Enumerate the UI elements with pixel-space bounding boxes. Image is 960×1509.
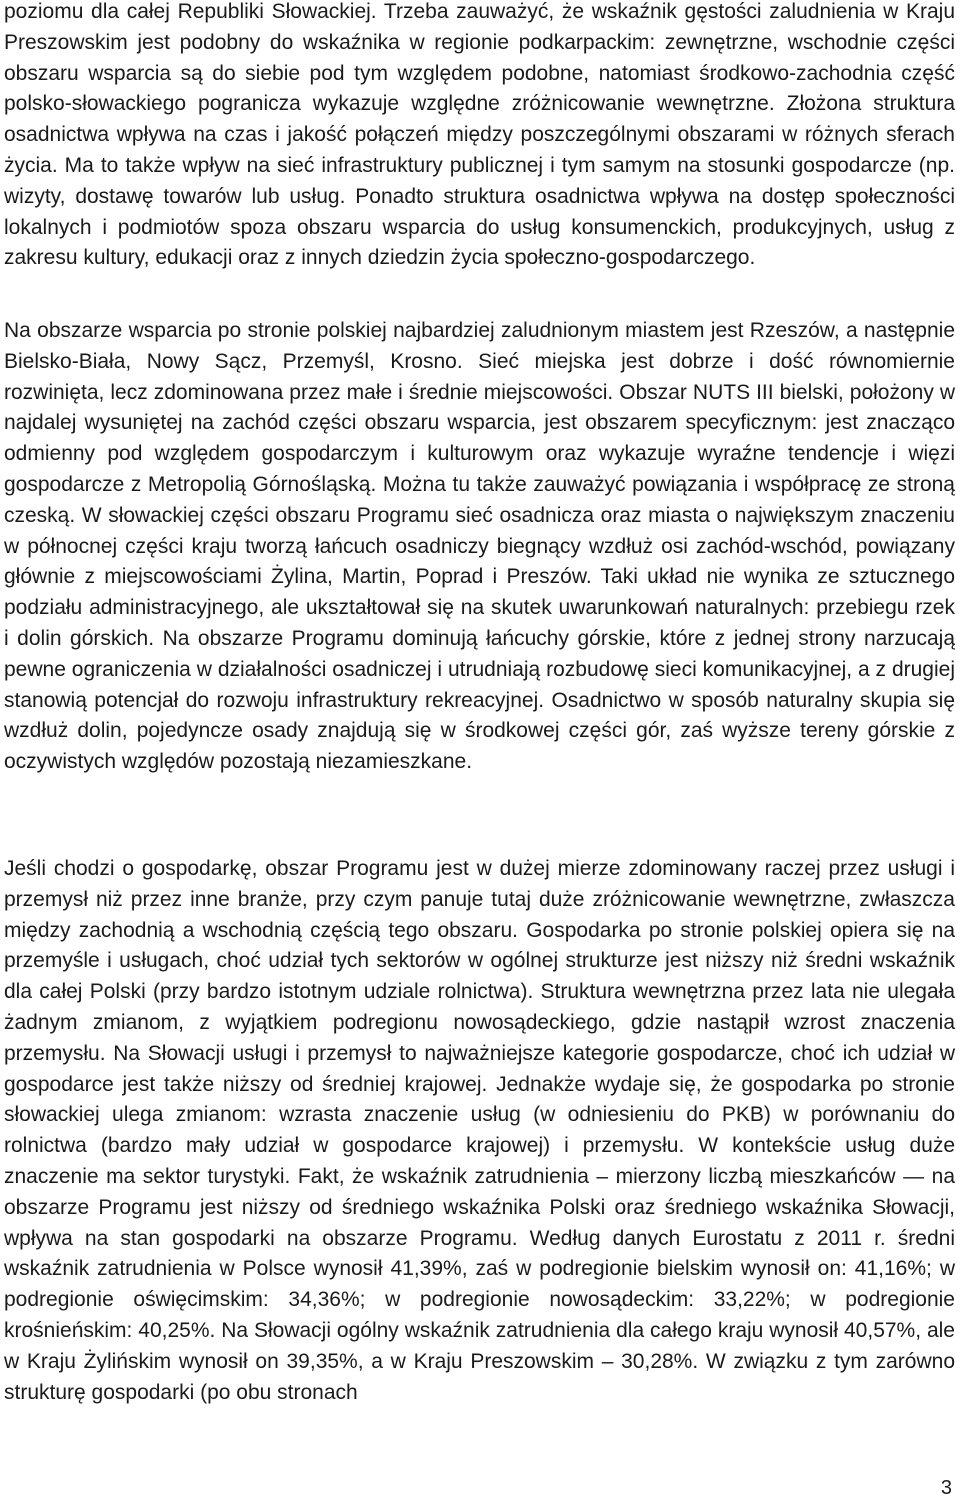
paragraph-urban-network: Na obszarze wsparcia po stronie polskiej najbardziej zaludnionym miastem jest Rzeszów, a następnie Bielsko-Biała, Nowy Sącz, Przemyśl, Krosno. Sieć miejska jest dobrze i dość równomiernie rozwinięta, lecz zdominowana przez małe i średnie miejscowości. Obszar NUTS III bielski, położony w najdalej wysuniętej na zachód części obszaru wsparcia, jest obszarem specyficznym: jest znacząco odmienny pod względem gospodarczym i kulturowym oraz wykazuje wyraźne tendencje i więzi gospodarcze z Metropolią Górnośląską. Można tu także zauważyć powiązania i współpracę ze stroną czeską. W słowackiej części obszaru Programu sieć osadnicza oraz miasta o największym znaczeniu w północnej części kraju tworzą łańcuch osadniczy biegnący wzdłuż osi zachód-wschód, powiązany głównie z miejscowościami Żylina, Martin, Poprad i Preszów. Taki układ nie wynika ze sztucznego podziału administracyjnego, ale ukształtował się na skutek uwarunkowań naturalnych: przebiegu rzek i dolin górskich. Na obszarze Programu dominują łańcuchy górskie, które z jednej strony narzucają pewne ograniczenia w działalności osadniczej i utrudniają rozbudowę sieci komunikacyjnej, a z drugiej stanowią potencjał do rozwoju infrastruktury rekreacyjnej. Osadnictwo w sposób naturalny skupia się wzdłuż dolin, pojedyncze osady znajdują się w środkowej części gór, zaś wyższe tereny górskie z oczywistych względów pozostają niezamieszkane. (4, 319, 955, 774)
paragraph-settlement-structure: poziomu dla całej Republiki Słowackiej. Trzeba zauważyć, że wskaźnik gęstości zaludnienia w Kraju Preszowskim jest podobny do wskaźnika w regionie podkarpackim: zewnętrzne, wschodnie części obszaru wsparcia są do siebie pod tym względem podobne, natomiast środkowo-zachodnia część polsko-słowackiego pogranicza wykazuje względne zróżnicowanie wewnętrzne. Złożona struktura osadnictwa wpływa na czas i jakość połączeń między poszczególnymi obszarami w różnych sferach życia. Ma to także wpływ na sieć infrastruktury publicznej i tym samym na stosunki gospodarcze (np. wizyty, dostawę towarów lub usług. Ponadto struktura osadnictwa wpływa na dostęp społeczności lokalnych i podmiotów spoza obszaru wsparcia do usług konsumenckich, produkcyjnych, usług z zakresu kultury, edukacji oraz z innych dziedzin życia społeczno-gospodarczego. (4, 0, 955, 270)
page-number: 3 (940, 1477, 952, 1499)
document-page (4, 0, 955, 1509)
paragraph-economy: Jeśli chodzi o gospodarkę, obszar Programu jest w dużej mierze zdominowany raczej przez usługi i przemysł niż przez inne branże, przy czym panuje tutaj duże zróżnicowanie wewnętrzne, zwłaszcza między zachodnią a wschodnią częścią tego obszaru. Gospodarka po stronie polskiej opiera się na przemyśle i usługach, choć udział tych sektorów w ogólnej strukturze jest niższy niż średni wskaźnik dla całej Polski (przy bardzo istotnym udziale rolnictwa). Struktura wewnętrzna przez lata nie ulegała żadnym zmianom, z wyjątkiem podregionu nowosądeckiego, gdzie nastąpił wzrost znaczenia przemysłu. Na Słowacji usługi i przemysł to najważniejsze kategorie gospodarcze, choć ich udział w gospodarce jest także niższy od średniej krajowej. Jednakże wydaje się, że gospodarka po stronie słowackiej ulega zmianom: wzrasta znaczenie usług (w odniesieniu do PKB) w porównaniu do rolnictwa (bardzo mały udział w gospodarce krajowej) i przemysłu. W kontekście usług duże znaczenie ma sektor turystyki. Fakt, że wskaźnik zatrudnienia – mierzony liczbą mieszkańców — na obszarze Programu jest niższy od średniego wskaźnika Polski oraz średniego wskaźnika Słowacji, wpływa na stan gospodarki na obszarze Programu. Według danych Eurostatu z 2011 r. średni wskaźnik zatrudnienia w Polsce wynosił 41,39%, zaś w podregionie bielskim wynosił on: 41,16%; w podregionie oświęcimskim: 34,36%; w podregionie nowosądeckim: 33,22%; w podregionie krośnieńskim: 40,25%. Na Słowacji ogólny wskaźnik zatrudnienia dla całego kraju wynosił 40,57%, ale w Kraju Żylińskim wynosił on 39,35%, a w Kraju Preszowskim – 30,28%. W związku z tym zarówno strukturę gospodarki (po obu stronach (4, 857, 955, 1404)
